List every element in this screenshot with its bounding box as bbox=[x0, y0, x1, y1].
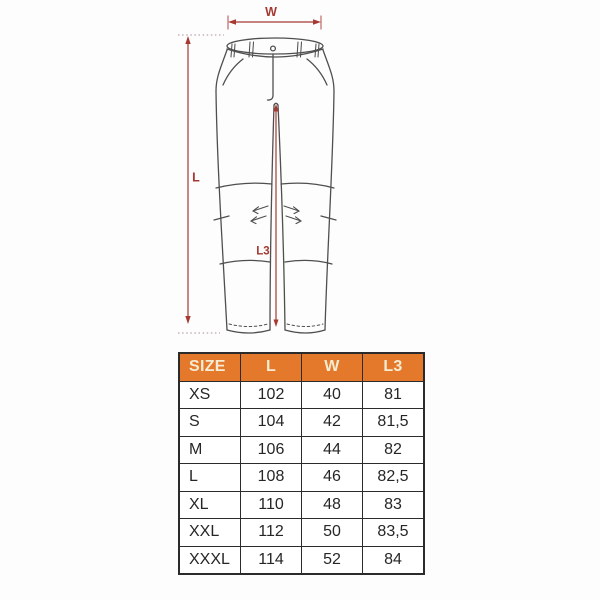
size-table-header bbox=[179, 353, 424, 381]
cell-l: 114 bbox=[241, 546, 302, 574]
cell-l: 104 bbox=[241, 409, 302, 437]
cell-size: L bbox=[179, 464, 241, 492]
width-label: W bbox=[265, 5, 277, 19]
cell-l: 102 bbox=[241, 381, 302, 409]
length-label: L bbox=[192, 170, 200, 185]
cell-l3: 83 bbox=[363, 491, 425, 519]
col-header-l3: L3 bbox=[363, 353, 425, 381]
table-row bbox=[179, 409, 424, 437]
pocket-left bbox=[223, 59, 243, 85]
col-header-size: SIZE bbox=[179, 353, 241, 381]
table-row bbox=[179, 381, 424, 409]
cell-size: XXL bbox=[179, 519, 241, 547]
cell-l3: 82 bbox=[363, 436, 425, 464]
cell-size: XS bbox=[179, 381, 241, 409]
cell-w: 40 bbox=[302, 381, 363, 409]
cell-size: S bbox=[179, 409, 241, 437]
cell-l: 106 bbox=[241, 436, 302, 464]
cell-l: 112 bbox=[241, 519, 302, 547]
pocket-right bbox=[307, 59, 327, 85]
size-table bbox=[178, 352, 425, 575]
cell-w: 52 bbox=[302, 546, 363, 574]
length-arrow bbox=[185, 36, 190, 324]
cell-size: XL bbox=[179, 491, 241, 519]
fly-seam bbox=[268, 54, 274, 100]
cell-l3: 81,5 bbox=[363, 409, 425, 437]
cell-w: 48 bbox=[302, 491, 363, 519]
cell-l: 110 bbox=[241, 491, 302, 519]
size-table-container bbox=[178, 352, 425, 575]
table-row bbox=[179, 546, 424, 574]
col-header-l: L bbox=[241, 353, 302, 381]
cell-l3: 84 bbox=[363, 546, 425, 574]
cell-l3: 83,5 bbox=[363, 519, 425, 547]
col-header-w: W bbox=[302, 353, 363, 381]
cell-w: 46 bbox=[302, 464, 363, 492]
inseam-label: L3 bbox=[256, 245, 270, 258]
size-table-body bbox=[179, 381, 424, 574]
cell-l3: 81 bbox=[363, 381, 425, 409]
cell-w: 42 bbox=[302, 409, 363, 437]
table-row bbox=[179, 464, 424, 492]
table-row bbox=[179, 491, 424, 519]
table-row bbox=[179, 519, 424, 547]
table-row bbox=[179, 436, 424, 464]
button bbox=[271, 46, 276, 51]
pants-outline bbox=[214, 38, 336, 333]
cell-size: M bbox=[179, 436, 241, 464]
cell-size: XXXL bbox=[179, 546, 241, 574]
cell-w: 44 bbox=[302, 436, 363, 464]
header-row bbox=[179, 353, 424, 381]
inseam-arrow bbox=[274, 104, 279, 327]
cell-l: 108 bbox=[241, 464, 302, 492]
cell-l3: 82,5 bbox=[363, 464, 425, 492]
cell-w: 50 bbox=[302, 519, 363, 547]
